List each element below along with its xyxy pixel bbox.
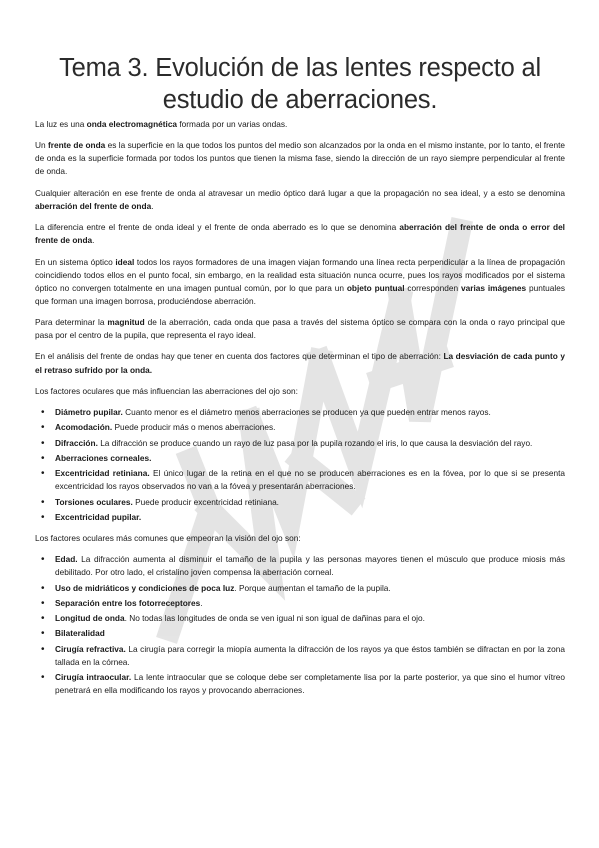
paragraph-1: La luz es una onda electromagnética formada por un varias ondas. [35, 119, 288, 129]
list-item: • Acomodación. Puede producir más o menos aberraciones. [49, 421, 565, 434]
list-item: • Diámetro pupilar. Cuanto menor es el diámetro menos aberraciones se producen ya que pueden entrar menos rayos. [49, 406, 565, 419]
factors-worsen-list [35, 553, 565, 697]
paragraph-9: Los factores oculares más comunes que empeoran la visión del ojo son: [35, 532, 301, 543]
list-item: • Torsiones oculares. Puede producir excentricidad retiniana. [49, 496, 565, 509]
list-item: • Aberraciones corneales. [49, 452, 565, 465]
paragraph-3: Cualquier alteración en ese frente de onda al atravesar un medio óptico dará lugar a que la propagación no sea ideal, y a esto se denomina aberración del frente de onda. [35, 187, 565, 211]
factors-influence-list [35, 406, 565, 524]
list-item: • Edad. La difracción aumenta al disminuir el tamaño de la pupila y las personas mayores tienen el músculo que produce miosis más debilitado. Por otro lado, el cristalino joven compensa la aberración corneal. [49, 553, 565, 579]
list-item: • Excentricidad retiniana. El único lugar de la retina en el que no se producen aberraciones es en la fóvea, por lo que si se presenta excentricidad los rayos observados no van a la fóvea y presentarán aberraciones. [49, 467, 565, 493]
list-item: • Difracción. La difracción se produce cuando un rayo de luz pasa por la pupila rozando el iris, lo que causa la desviación del rayo. [49, 437, 565, 450]
paragraph-5: En un sistema óptico ideal todos los rayos formadores de una imagen viajan formando una línea recta perpendicular a la línea de propagación coincidiendo todos ellos en el punto focal, sin embargo, en la realidad esta situación nunca ocurre, pues los rayos modificados por el sistema óptico no convergen totalmente en una imagen puntual común, por lo que para un objeto puntual corresponden varias imágenes puntuales que forman una imagen borrosa, produciéndose aberración. [35, 256, 565, 306]
list-item: • Excentricidad pupilar. [49, 511, 565, 524]
paragraph-4: La diferencia entre el frente de onda ideal y el frente de onda aberrado es lo que se denomina aberración del frente de onda o error del frente de onda. [35, 222, 565, 246]
document-body [35, 118, 565, 705]
page-title: Tema 3. Evolución de las lentes respecto al estudio de aberraciones. [59, 54, 541, 114]
list-item: • Longitud de onda. No todas las longitudes de onda se ven igual ni son igual de dañinas para el ojo. [49, 612, 565, 625]
paragraph-8: Los factores oculares que más influencian las aberraciones del ojo son: [35, 385, 298, 396]
list-item: • Cirugía intraocular. La lente intraocular que se coloque debe ser completamente lisa por la parte posterior, ya que sino el humor vítreo penetrará en ella modificando los rayos y provocando aberraciones. [49, 671, 565, 697]
list-item: • Separación entre los fotorreceptores. [49, 597, 565, 610]
list-item: • Bilateralidad [49, 627, 565, 640]
paragraph-2: Un frente de onda es la superficie en la que todos los puntos del medio son alcanzados por la onda en el mismo instante, por lo tanto, el frente de onda es la superficie formada por todos los puntos que tienen la misma fase, siendo la dirección de un rayo siempre perpendicular al frente de onda. [35, 140, 565, 177]
paragraph-7: En el análisis del frente de ondas hay que tener en cuenta dos factores que determinan el tipo de aberración: La desviación de cada punto y el retraso sufrido por la onda. [35, 351, 565, 375]
paragraph-6: Para determinar la magnitud de la aberración, cada onda que pasa a través del sistema óptico se compara con la onda o rayo principal que pasa por el centro de la pupila, que representa el rayo ideal. [35, 317, 565, 341]
list-item: • Uso de midriáticos y condiciones de poca luz. Porque aumentan el tamaño de la pupila. [49, 582, 565, 595]
list-item: • Cirugía refractiva. La cirugía para corregir la miopía aumenta la difracción de los rayos ya que éstos también se difractan en por la zona tallada en la córnea. [49, 643, 565, 669]
